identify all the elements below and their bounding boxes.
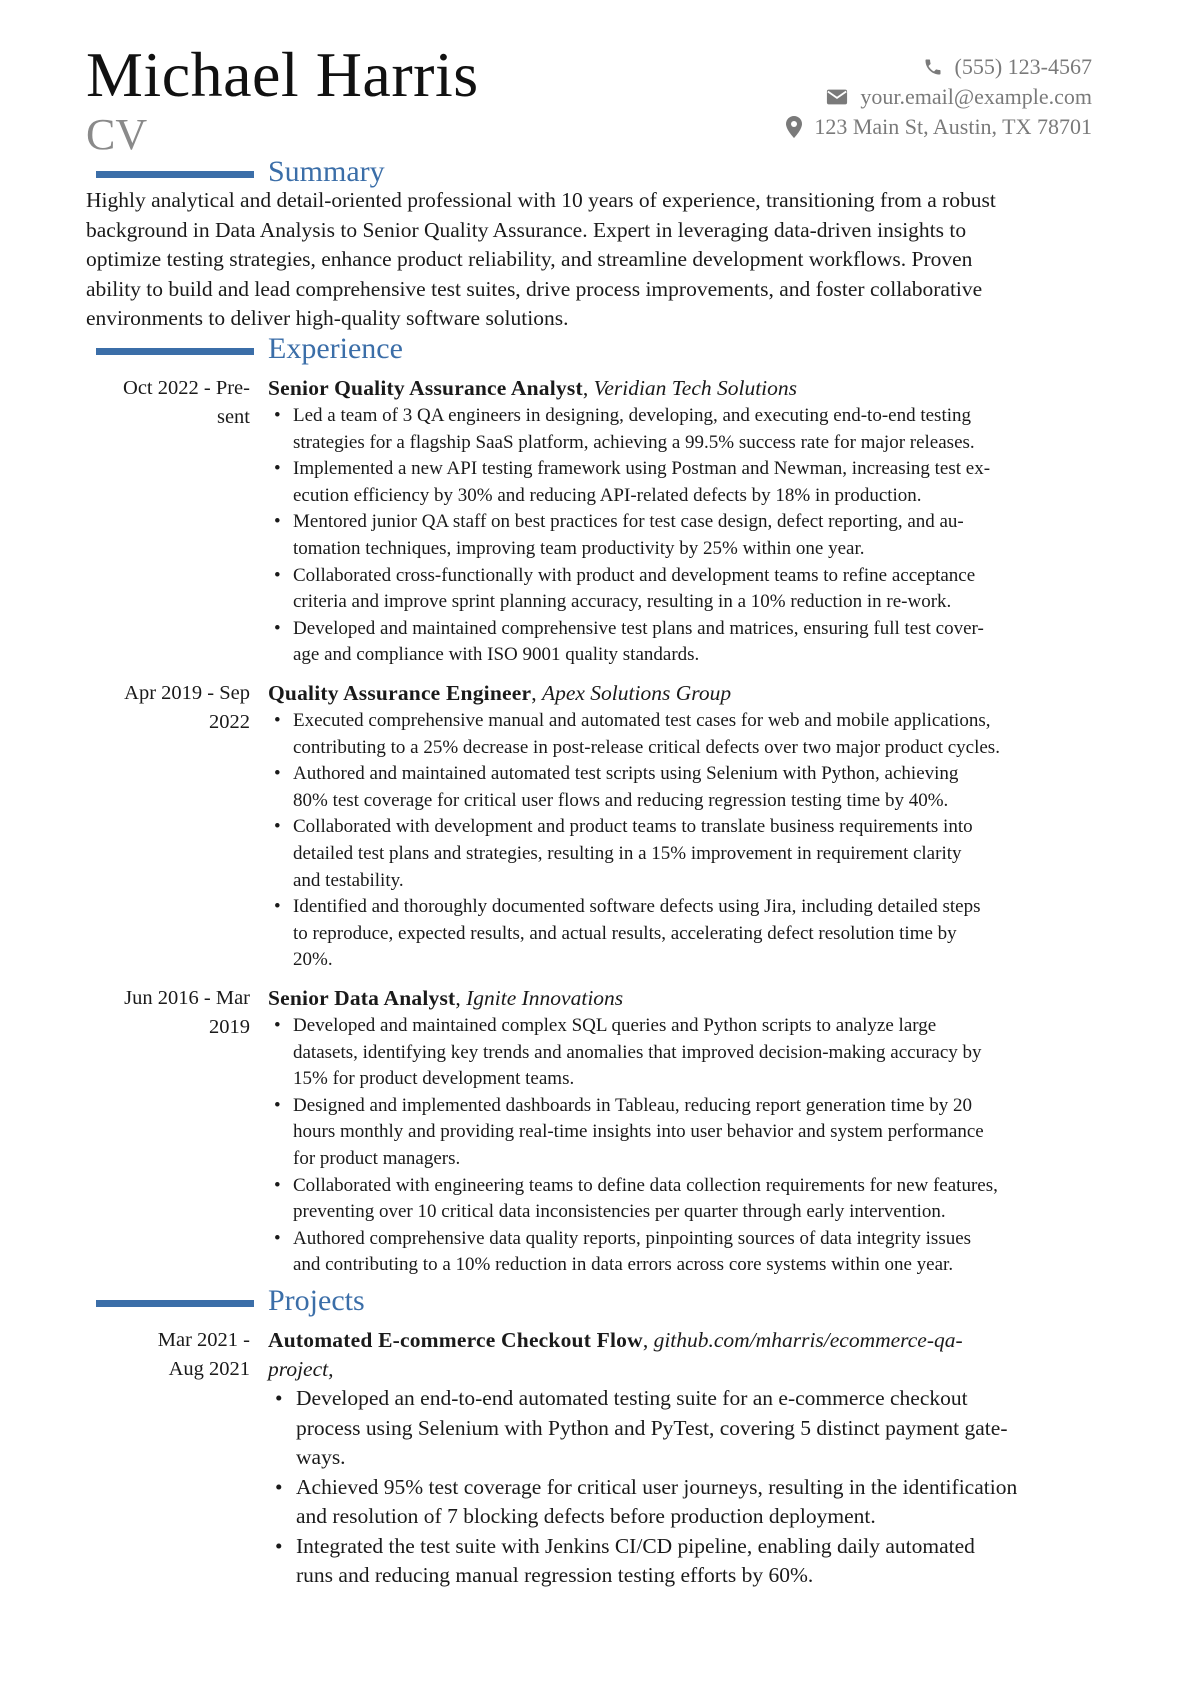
- section-summary-heading: [96, 154, 385, 190]
- project-link[interactable]: github.com/mharris/ecommerce-qa-: [653, 1328, 963, 1352]
- summary-line: Highly analytical and detail-oriented professional with 10 years of experience, transitioning from a robust: [86, 188, 996, 212]
- contact-address: [786, 112, 1092, 142]
- list-item: • Authored and maintained automated test scripts using Selenium with Python, achieving 80% test coverage for critical user flows and reducing regression testing time by 40%.: [268, 761, 1190, 814]
- list-item: • Developed an end-to-end automated testing suite for an e-commerce checkout process using Selenium with Python and PyTest, covering 5 distinct payment gate- ways.: [268, 1384, 1190, 1473]
- section-experience-heading: [96, 331, 403, 367]
- entry-date: Apr 2019 - Sep 2022: [124, 682, 250, 733]
- list-item: • Authored comprehensive data quality reports, pinpointing sources of data integrity issues and contributing to a 10% reduction in data errors across core systems within one year.: [268, 1226, 1190, 1279]
- entry-date: Jun 2016 - Mar 2019: [124, 987, 250, 1038]
- section-title: Experience: [268, 332, 403, 365]
- section-projects-heading: [96, 1283, 365, 1319]
- entry-body: [268, 1326, 1190, 1591]
- entry-body: [268, 679, 1190, 974]
- list-item: • Implemented a new API testing framework using Postman and Newman, increasing test ex- ecution efficiency by 30% and reducing API-related defects by 18% in production.: [268, 456, 1190, 509]
- contact-block: [786, 52, 1092, 142]
- map-pin-icon: [786, 116, 802, 138]
- phone-number[interactable]: (555) 123-4567: [954, 54, 1092, 79]
- entry-heading: Automated E-commerce Checkout Flow, github.com/mharris/ecommerce-qa- project,: [268, 1328, 963, 1381]
- entry-body: [268, 984, 1190, 1279]
- section-accent-bar: [96, 348, 254, 355]
- summary-line: environments to deliver high-quality software solutions.: [86, 306, 569, 330]
- person-name: Michael Harris: [86, 39, 479, 110]
- list-item: • Integrated the test suite with Jenkins CI/CD pipeline, enabling daily automated runs and reducing manual regression testing efforts by 60%.: [268, 1532, 1190, 1591]
- company-name: Ignite Innovations: [466, 986, 624, 1010]
- list-item: • Collaborated cross-functionally with product and development teams to refine acceptance criteria and improve sprint planning accuracy, resulting in a 10% reduction in re-work.: [268, 563, 1190, 616]
- section-accent-bar: [96, 1300, 254, 1307]
- entry-date: Oct 2022 - Pre- sent: [123, 377, 250, 428]
- list-item: • Developed and maintained comprehensive test plans and matrices, ensuring full test cover- age and compliance with ISO 9001 quality standards.: [268, 616, 1190, 669]
- company-name: Veridian Tech Solutions: [593, 376, 798, 400]
- contact-email: [786, 82, 1092, 112]
- list-item: • Designed and implemented dashboards in Tableau, reducing report generation time by 20 hours monthly and providing real-time insights into user behavior and system performance for product managers.: [268, 1093, 1190, 1173]
- list-item: • Executed comprehensive manual and automated test cases for web and mobile applications, contributing to a 25% decrease in post-release critical defects over two major product cycles.: [268, 708, 1190, 761]
- summary-text: [86, 186, 1116, 334]
- bullet-list: [268, 1384, 1190, 1591]
- bullet-list: [268, 1013, 1190, 1279]
- summary-line: optimize testing strategies, enhance product reliability, and streamline development workflows. Proven: [86, 247, 973, 271]
- postal-address: 123 Main St, Austin, TX 78701: [814, 114, 1092, 139]
- section-title: Projects: [268, 1284, 365, 1317]
- entry-heading: Senior Quality Assurance Analyst, Veridian Tech Solutions: [268, 376, 798, 400]
- section-accent-bar: [96, 171, 254, 178]
- summary-line: background in Data Analysis to Senior Quality Assurance. Expert in leveraging data-driven insights to: [86, 217, 967, 242]
- summary-line: ability to build and lead comprehensive test suites, drive process improvements, and foster collaborative: [86, 276, 983, 301]
- entry-heading: Senior Data Analyst, Ignite Innovations: [268, 986, 624, 1010]
- entry-heading: Quality Assurance Engineer, Apex Solutions Group: [268, 681, 732, 705]
- job-title: Quality Assurance Engineer: [268, 681, 532, 705]
- company-name: Apex Solutions Group: [541, 681, 732, 705]
- list-item: • Developed and maintained complex SQL queries and Python scripts to analyze large datasets, identifying key trends and anomalies that improved decision-making accuracy by 15% for product development teams.: [268, 1013, 1190, 1093]
- list-item: • Mentored junior QA staff on best practices for test case design, defect reporting, and au- tomation techniques, improving team productivity by 25% within one year.: [268, 509, 1190, 562]
- list-item: • Achieved 95% test coverage for critical user journeys, resulting in the identification and resolution of 7 blocking defects before production deployment.: [268, 1473, 1190, 1532]
- project-name: Automated E-commerce Checkout Flow: [268, 1328, 643, 1352]
- entry-body: [268, 374, 1190, 669]
- list-item: • Collaborated with engineering teams to define data collection requirements for new features, preventing over 10 critical data inconsistencies per quarter through early intervention.: [268, 1173, 1190, 1226]
- job-title: Senior Data Analyst: [268, 986, 456, 1010]
- bullet-list: [268, 403, 1190, 669]
- email-address[interactable]: your.email@example.com: [860, 84, 1092, 109]
- entry-date: Mar 2021 - Aug 2021: [157, 1329, 250, 1380]
- job-title: Senior Quality Assurance Analyst: [268, 376, 583, 400]
- phone-icon: [923, 57, 943, 77]
- section-title: Summary: [268, 155, 385, 188]
- list-item: • Led a team of 3 QA engineers in designing, developing, and executing end-to-end testing strategies for a flagship SaaS platform, achieving a 99.5% success rate for major releases.: [268, 403, 1190, 456]
- envelope-icon: [826, 88, 848, 106]
- contact-phone: [786, 52, 1092, 82]
- list-item: • Identified and thoroughly documented software defects using Jira, including detailed steps to reproduce, expected results, and actual results, accelerating defect resolution time by 20%.: [268, 894, 1190, 974]
- bullet-list: [268, 708, 1190, 974]
- project-link-continued[interactable]: project: [268, 1357, 329, 1381]
- document-subtitle: CV: [86, 110, 148, 159]
- list-item: • Collaborated with development and product teams to translate business requirements into detailed test plans and strategies, resulting in a 15% improvement in requirement clarity and testability.: [268, 814, 1190, 894]
